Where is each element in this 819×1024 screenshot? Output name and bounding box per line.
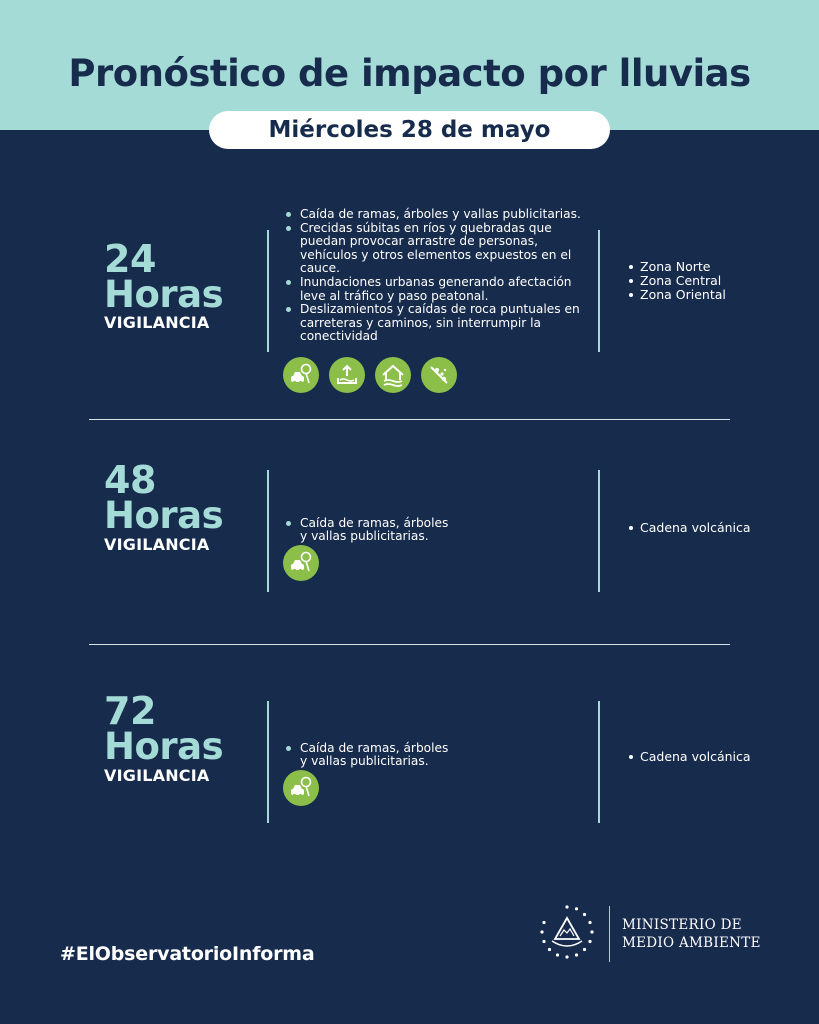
hours-number: 48 — [104, 458, 156, 502]
impact-item: Caída de ramas, árboles y vallas publicitarias. — [284, 742, 590, 769]
impact-item: Caída de ramas, árboles y vallas publicitarias. — [284, 208, 590, 222]
ministry-name — [622, 916, 761, 952]
zone-list — [628, 521, 751, 535]
divider-left — [267, 701, 269, 823]
hashtag: #ElObservatorioInforma — [60, 943, 315, 965]
hours-unit: Horas — [104, 273, 224, 316]
alert-level: VIGILANCIA — [104, 766, 210, 785]
river-rise-icon — [329, 357, 365, 393]
zone-item: Zona Central — [628, 274, 726, 288]
zone-item: Zona Norte — [628, 260, 726, 274]
impact-list — [284, 728, 590, 782]
ministry-divider — [609, 906, 610, 962]
impact-list — [284, 503, 590, 557]
section-separator — [89, 419, 730, 420]
divider-right — [598, 470, 600, 592]
hours-unit: Horas — [104, 725, 224, 768]
fallen-tree-car-icon — [283, 770, 319, 806]
impact-icons — [283, 357, 457, 393]
ministry-line-1: MINISTERIO DE — [622, 917, 742, 933]
divider-right — [598, 701, 600, 823]
zone-list — [628, 750, 751, 764]
fallen-tree-car-icon — [283, 357, 319, 393]
impact-item: Caída de ramas, árboles y vallas publicitarias. — [284, 517, 590, 544]
impact-list — [284, 208, 590, 344]
impact-item: Inundaciones urbanas generando afectación leve al tráfico y paso peatonal. — [284, 276, 590, 303]
fallen-tree-car-icon — [283, 545, 319, 581]
zone-item: Cadena volcánica — [628, 750, 751, 764]
date-pill: Miércoles 28 de mayo — [209, 111, 610, 149]
hours-unit: Horas — [104, 494, 224, 537]
alert-level: VIGILANCIA — [104, 535, 210, 554]
impact-item: Crecidas súbitas en ríos y quebradas que puedan provocar arrastre de personas, vehículos y otros elementos expuestos en el cauce. — [284, 222, 590, 276]
divider-left — [267, 230, 269, 352]
ministry-line-2: MEDIO AMBIENTE — [622, 935, 761, 951]
impact-item: Deslizamientos y caídas de roca puntuales en carreteras y caminos, sin interrumpir la conectividad — [284, 303, 590, 344]
impact-icons — [283, 770, 319, 806]
section-separator — [89, 644, 730, 645]
zone-list — [628, 260, 726, 302]
hours-number: 72 — [104, 689, 156, 733]
page-title: Pronóstico de impacto por lluvias — [68, 52, 751, 95]
rockfall-icon — [421, 357, 457, 393]
hours-number: 24 — [104, 237, 156, 281]
alert-level: VIGILANCIA — [104, 313, 210, 332]
national-seal-icon — [538, 903, 596, 961]
divider-right — [598, 230, 600, 352]
divider-left — [267, 470, 269, 592]
impact-icons — [283, 545, 319, 581]
zone-item: Cadena volcánica — [628, 521, 751, 535]
flooded-house-icon — [375, 357, 411, 393]
zone-item: Zona Oriental — [628, 288, 726, 302]
